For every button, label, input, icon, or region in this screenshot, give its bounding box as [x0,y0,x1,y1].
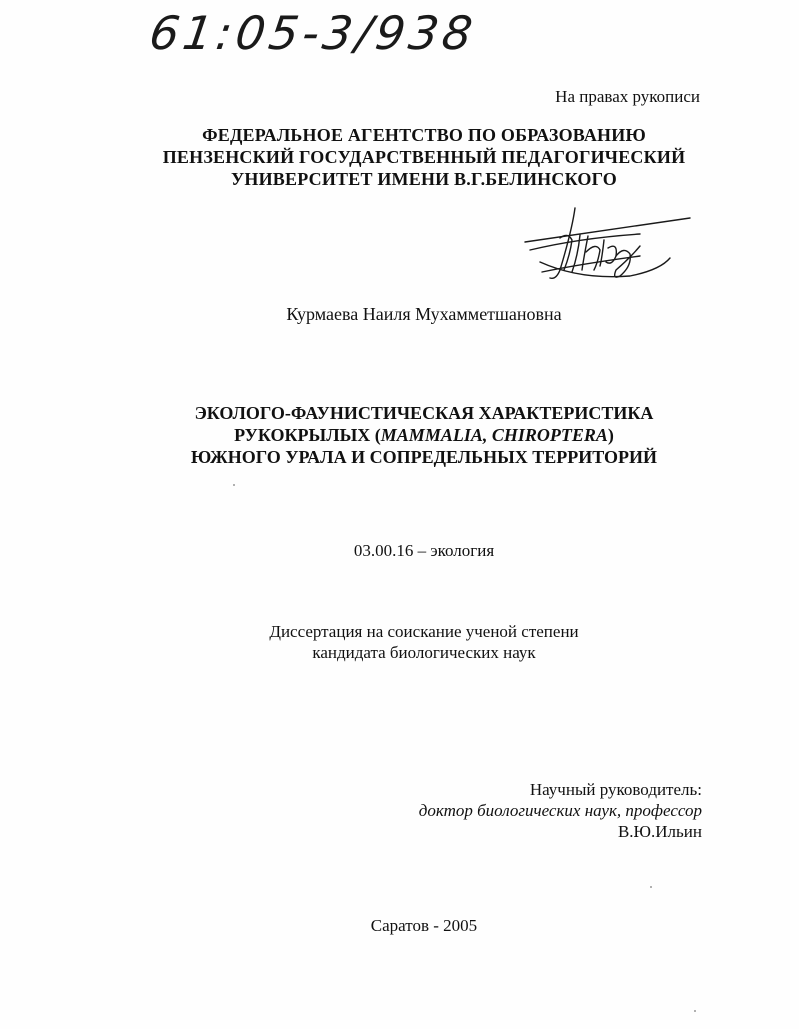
specialty-code: 03.00.16 – экология [353,541,495,560]
organization-header [0,124,799,190]
advisor-role: Научный руководитель: [529,780,702,799]
scan-speck [233,484,235,486]
organization-line-2: ПЕНЗЕНСКИЙ ГОСУДАРСТВЕННЫЙ ПЕДАГОГИЧЕСКИЙ [162,147,686,167]
dissertation-title [0,402,799,468]
degree-statement [0,621,799,663]
title-line-3: ЮЖНОГО УРАЛА И СОПРЕДЕЛЬНЫХ ТЕРРИТОРИЙ [190,447,658,467]
title-line-2 [0,424,799,446]
advisor-credentials: доктор биологических наук, профессор [418,801,702,820]
degree-line-2: кандидата биологических наук [312,643,536,662]
scientific-advisor [419,779,702,842]
archive-number-text: 61:05-3/938 [146,6,480,60]
organization-line-3: УНИВЕРСИТЕТ ИМЕНИ В.Г.БЕЛИНСКОГО [231,169,617,189]
scan-speck [694,1010,696,1012]
signature-icon [520,200,695,290]
advisor-name: В.Ю.Ильин [617,822,702,841]
city-year: Саратов - 2005 [370,916,478,935]
handwritten-archive-number [146,6,480,86]
organization-line-1: ФЕДЕРАЛЬНОЕ АГЕНТСТВО ПО ОБРАЗОВАНИЮ [202,125,646,145]
scan-speck [650,886,652,888]
title-latin-taxon: MAMMALIA, CHIROPTERA [380,425,608,445]
author-name: Курмаева Наиля Мухамметшановна [286,304,562,324]
title-line-1: ЭКОЛОГО-ФАУНИСТИЧЕСКАЯ ХАРАКТЕРИСТИКА [194,403,654,423]
title-line-2-suffix: ) [607,425,614,445]
degree-line-1: Диссертация на соискание ученой степени [269,622,579,641]
manuscript-note: На правах рукописи [555,87,700,106]
title-line-2-prefix: РУКОКРЫЛЫХ ( [234,425,381,445]
